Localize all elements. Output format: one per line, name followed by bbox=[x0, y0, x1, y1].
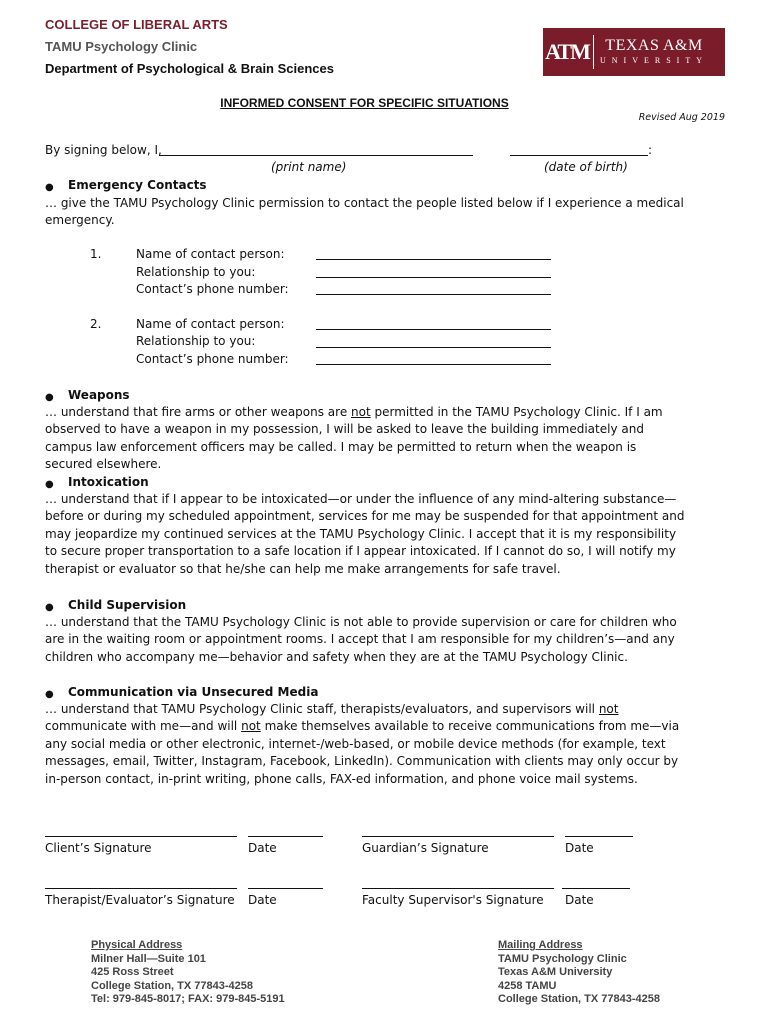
physical-address-line: Milner Hall—Suite 101 bbox=[91, 952, 206, 965]
date-of-birth-label: (date of birth) bbox=[544, 160, 628, 174]
faculty-signature-field[interactable] bbox=[362, 888, 554, 889]
communication-text-post: make themselves available to receive communications from me—via any social media or other electronic, internet-/web-based, or mobile device methods (for example, text messages, email, Twitter, Instagram, Facebook, LinkedIn). Communication with clients may only occur by in-person contact, in-print writing, phone calls, FAX-ed information, and phone voice mail systems. bbox=[45, 719, 680, 786]
logo-subtitle: UNIVERSITY bbox=[600, 56, 708, 65]
emergency-text: … give the TAMU Psychology Clinic permission to contact the people listed below if I experience a medical emergency. bbox=[45, 196, 684, 228]
physical-address bbox=[91, 939, 285, 1007]
contact-1-name-field[interactable] bbox=[316, 259, 551, 260]
revised-date: Revised Aug 2019 bbox=[638, 112, 725, 123]
guardian-date-label: Date bbox=[565, 841, 594, 855]
client-signature-label: Client’s Signature bbox=[45, 841, 152, 855]
bullet-icon: ● bbox=[45, 689, 54, 700]
intoxication-text: … understand that if I appear to be intoxicated—or under the influence of any mind-altering substance—before or during my scheduled appointment, services for me may be suspended for that appointment and may jeopardize my continued services at the TAMU Psychology Clinic. I accept that it is my responsibility to secure proper transportation to a safe location if I appear intoxicated. If I cannot do so, I will notify my therapist or evaluator so that he/she can help me make arrangements for safe travel. bbox=[45, 492, 685, 576]
bullet-icon: ● bbox=[45, 602, 54, 613]
communication-text bbox=[45, 701, 685, 788]
mailing-address-line: 4258 TAMU bbox=[498, 979, 557, 992]
contact-2-relationship-label: Relationship to you: bbox=[136, 334, 256, 348]
therapist-signature-field[interactable] bbox=[45, 888, 237, 889]
bullet-icon: ● bbox=[45, 182, 54, 193]
guardian-signature-field[interactable] bbox=[362, 836, 554, 837]
bullet-icon: ● bbox=[45, 392, 54, 403]
intro-colon: : bbox=[648, 143, 653, 157]
client-signature-field[interactable] bbox=[45, 836, 237, 837]
mailing-address-line: TAMU Psychology Clinic bbox=[498, 952, 627, 965]
intro-lead: By signing below, I, bbox=[45, 143, 162, 157]
college-name: COLLEGE OF LIBERAL ARTS bbox=[45, 17, 228, 32]
contact-1-relationship-label: Relationship to you: bbox=[136, 265, 256, 279]
print-name-label: (print name) bbox=[271, 160, 347, 174]
print-name-field[interactable] bbox=[159, 155, 473, 156]
contact-1-phone-label: Contact’s phone number: bbox=[136, 282, 289, 296]
contact-1-relationship-field[interactable] bbox=[316, 277, 551, 278]
child-supervision-text: … understand that the TAMU Psychology Clinic is not able to provide supervision or care for children who are in the waiting room or appointment rooms. I accept that I am responsible for my children’s—and any children who accompany me—behavior and safety when they are at the TAMU Psychology Clinic. bbox=[45, 615, 677, 664]
contact-1-phone-field[interactable] bbox=[316, 294, 551, 295]
weapons-text-not: not bbox=[351, 405, 371, 419]
bullet-icon: ● bbox=[45, 479, 54, 490]
emergency-heading: Emergency Contacts bbox=[68, 178, 207, 192]
weapons-text-post: permitted in the TAMU Psychology Clinic. If I am observed to have a weapon in my possession, I will be asked to leave the building immediately and campus law enforcement officers may be called. I may be permitted to return when the weapon is secured elsewhere. bbox=[45, 405, 663, 472]
contact-2-relationship-field[interactable] bbox=[316, 347, 551, 348]
clinic-name: TAMU Psychology Clinic bbox=[45, 39, 198, 54]
logo-wordmark bbox=[600, 37, 708, 67]
tamu-logo bbox=[543, 28, 725, 76]
physical-address-line: College Station, TX 77843-4258 bbox=[91, 979, 254, 992]
document-title: INFORMED CONSENT FOR SPECIFIC SITUATIONS bbox=[220, 96, 509, 110]
communication-text-not-1: not bbox=[598, 702, 619, 716]
therapist-date-field[interactable] bbox=[248, 888, 323, 889]
faculty-signature-label: Faculty Supervisor's Signature bbox=[362, 893, 544, 907]
faculty-date-field[interactable] bbox=[562, 888, 630, 889]
therapist-date-label: Date bbox=[248, 893, 277, 907]
physical-address-heading: Physical Address bbox=[91, 939, 183, 951]
weapons-heading: Weapons bbox=[68, 388, 130, 402]
client-date-label: Date bbox=[248, 841, 277, 855]
weapons-text bbox=[45, 404, 685, 474]
date-of-birth-field[interactable] bbox=[510, 155, 648, 156]
contact-2-phone-field[interactable] bbox=[316, 364, 551, 365]
intoxication-heading: Intoxication bbox=[68, 475, 149, 489]
guardian-signature-label: Guardian’s Signature bbox=[362, 841, 489, 855]
logo-name: TEXAS A&M bbox=[605, 37, 703, 54]
contact-1-name-label: Name of contact person: bbox=[136, 247, 285, 261]
physical-address-line: 425 Ross Street bbox=[91, 966, 174, 979]
contact-2-name-field[interactable] bbox=[316, 329, 551, 330]
client-date-field[interactable] bbox=[248, 836, 323, 837]
contact-2-name-label: Name of contact person: bbox=[136, 317, 285, 331]
weapons-text-pre: … understand that fire arms or other weapons are bbox=[45, 405, 352, 419]
contact-2-phone-label: Contact’s phone number: bbox=[136, 352, 289, 366]
communication-text-pre: … understand that TAMU Psychology Clinic staff, therapists/evaluators, and supervisors will bbox=[45, 702, 599, 716]
communication-text-mid: communicate with me—and will bbox=[45, 719, 242, 734]
mailing-address bbox=[498, 939, 660, 1007]
guardian-date-field[interactable] bbox=[565, 836, 633, 837]
physical-address-line: Tel: 979-845-8017; FAX: 979-845-5191 bbox=[91, 993, 285, 1006]
communication-text-not-2: not bbox=[241, 719, 261, 734]
mailing-address-line: College Station, TX 77843-4258 bbox=[498, 993, 661, 1006]
department-name: Department of Psychological & Brain Sciences bbox=[45, 61, 334, 76]
communication-heading: Communication via Unsecured Media bbox=[68, 685, 319, 699]
mailing-address-line: Texas A&M University bbox=[498, 966, 613, 979]
logo-divider bbox=[593, 35, 594, 69]
therapist-signature-label: Therapist/Evaluator’s Signature bbox=[45, 893, 235, 907]
atm-logo-mark: ATM bbox=[545, 39, 589, 64]
child-supervision-heading: Child Supervision bbox=[68, 598, 187, 612]
mailing-address-heading: Mailing Address bbox=[498, 939, 583, 951]
contact-2-number: 2. bbox=[90, 317, 102, 331]
faculty-date-label: Date bbox=[565, 893, 594, 907]
contact-1-number: 1. bbox=[90, 247, 102, 261]
